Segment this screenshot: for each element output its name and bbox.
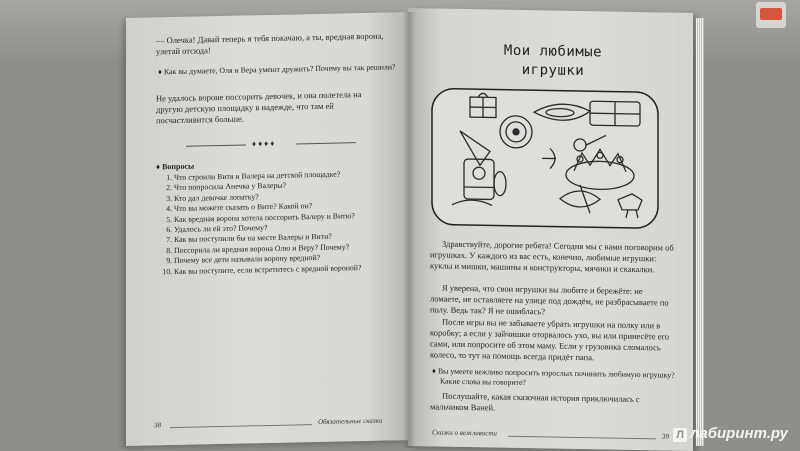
- question-item: 7. Как вы поступили бы на месте Валеры и Вити?: [174, 231, 388, 246]
- labirint-watermark: [673, 425, 788, 442]
- left-footer-title: Обязательные сказки: [318, 417, 382, 426]
- question-item: 10. Как вы поступите, если встретитесь с вредной вороной?: [174, 262, 388, 277]
- right-footer-title: Сказки о вежливости: [432, 428, 497, 437]
- second-paragraph: Я уверена, что свои игрушки вы любите и бережёте: не ломаете, не оставляете на улице под дождём, не разбрасываете по полу. Ведь так? Я не ошиблась?: [430, 282, 674, 319]
- question-item: 4. Что вы можете сказать о Вите? Какой он?: [174, 200, 388, 215]
- headline-line-1: Мои любимые: [468, 41, 638, 63]
- headline-line-2: игрушки: [468, 60, 638, 82]
- right-page: [408, 8, 693, 451]
- ornament-line-right: [296, 142, 356, 144]
- book-spine: [402, 12, 416, 448]
- ornament-diamonds: ♦♦♦♦: [252, 139, 276, 149]
- watermark-text: лабиринт.ру: [690, 425, 788, 442]
- chapter-headline: [468, 41, 638, 82]
- bullet-question: ♦ Как вы думаете, Оля и Вера умеют дружить? Почему вы так решили?: [156, 62, 398, 77]
- corner-object: [756, 2, 786, 28]
- bullet-question-text: Как вы думаете, Оля и Вера умеют дружить? Почему вы так решили?: [164, 62, 396, 76]
- open-book: [126, 8, 698, 448]
- page-edges: [696, 18, 704, 446]
- questions-heading: ♦ Вопросы: [156, 157, 388, 173]
- question-item: 1. Что строили Витя и Валера на детской площадке?: [174, 169, 388, 184]
- questions-heading-text: Вопросы: [162, 162, 194, 172]
- right-page-number: 39: [662, 432, 669, 440]
- question-item: 8. Поссорила ли вредная ворона Олю и Веру? Почему?: [174, 241, 388, 256]
- dialogue-text: — Олечка! Давай теперь я тебя покачаю, а ты, вредная ворона, улетай отсюда!: [156, 31, 388, 58]
- question-item: 2. Что попросила Анечка у Валеры?: [174, 179, 388, 194]
- left-page-number: 38: [154, 421, 161, 429]
- closing-paragraph: Не удалось вороне поссорить девочек, и она полетела на другую детскую площадку в надежде, что там ей посчастливится больше.: [156, 89, 388, 127]
- section-ornament: [186, 137, 356, 151]
- question-item: 5. Как вредная ворона хотела поссорить Валеру и Витю?: [174, 210, 388, 225]
- labirint-logo-icon: Л: [673, 428, 687, 442]
- questions-list: [156, 169, 388, 278]
- red-label: [760, 8, 782, 20]
- left-page: [126, 12, 408, 446]
- question-item: 6. Удалось ли ей это? Почему?: [174, 221, 388, 236]
- question-item: 3. Кто дал девочке лопатку?: [174, 189, 388, 204]
- right-bullet-question-text: Вы умеете вежливо попросить взрослых починить любимую игрушку? Какие слова вы говорите?: [438, 367, 675, 388]
- ornament-line-left: [186, 144, 246, 146]
- question-item: 9. Почему все дети называли ворону вредной?: [174, 252, 388, 267]
- right-footer-rule: [508, 436, 656, 440]
- toys-illustration: [430, 86, 660, 230]
- right-bullet-question: ♦ Вы умеете вежливо попросить взрослых починить любимую игрушку? Какие слова вы говорите?: [430, 366, 684, 390]
- third-paragraph: После игры вы не забываете убрать игрушки на полку или в коробку; а если у зайчишки оторвалось ухо, вы или принесёте его сами, или попросите об этом маму. Если у грузовика сломалось колесо, то тут на помощь всегда придёт папа.: [430, 316, 674, 364]
- closing-paragraph-right: Послушайте, какая сказочная история приключилась с мальчиком Ваней.: [430, 390, 674, 416]
- intro-paragraph: Здравствуйте, дорогие ребята! Сегодня мы с вами поговорим об игрушках. У каждого из вас есть, конечно, любимые игрушки: куклы и мишки, машины и конструкторы, мячики и скакалки.: [430, 238, 674, 275]
- left-footer-rule: [170, 424, 312, 428]
